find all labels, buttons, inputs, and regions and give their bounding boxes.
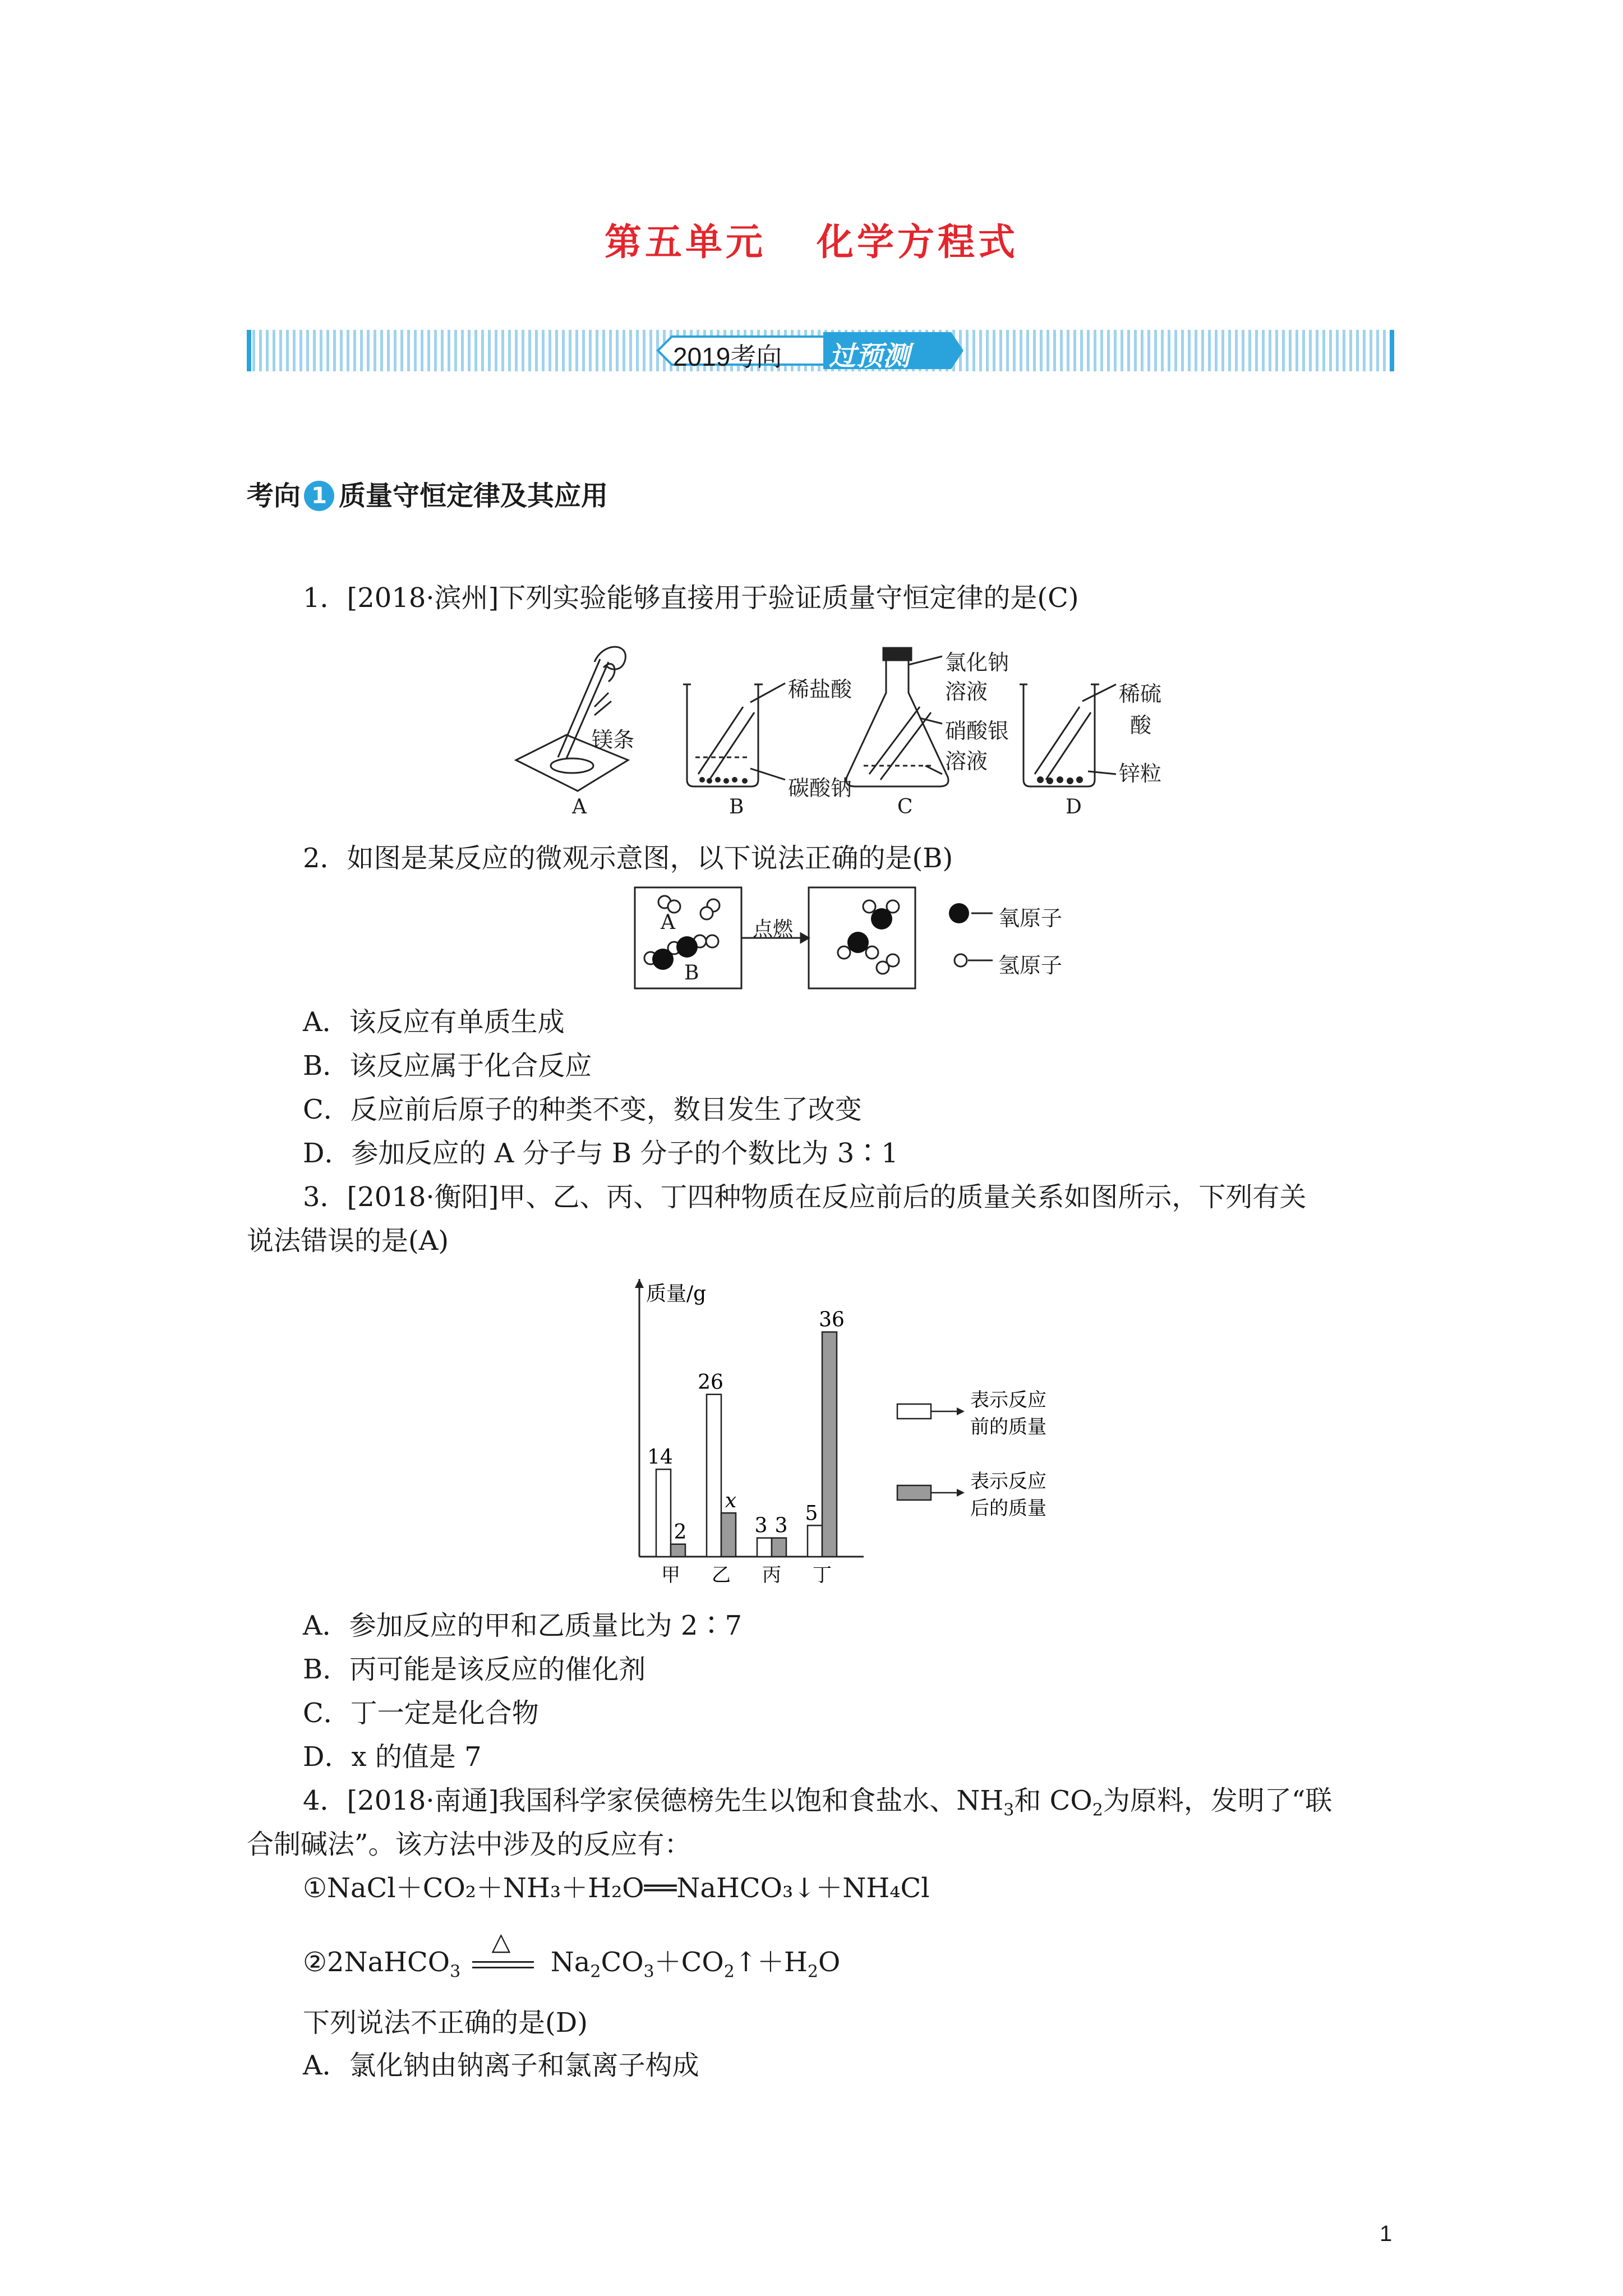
eq2-sub: 2 <box>723 1962 735 1982</box>
y-axis-label: 质量/g <box>646 1282 707 1305</box>
eq2-sub: 2 <box>590 1962 601 1982</box>
bar-before <box>757 1538 772 1557</box>
bar-after <box>822 1332 837 1557</box>
eq2-co2: ＋CO <box>654 1947 724 1978</box>
x-tick-label: 丙 <box>762 1564 781 1586</box>
q1-label-agno3-sol: 溶液 <box>945 749 988 774</box>
q3-stem-line2: 说法错误的是(A) <box>247 1225 449 1257</box>
q3-stem-line1: 3．[2018·衡阳]甲、乙、丙、丁四种物质在反应前后的质量关系如图所示，下列有关 <box>303 1181 1307 1213</box>
q4-option-a: A．氯化钠由钠离子和氯离子构成 <box>303 2050 699 2081</box>
bar-before <box>656 1469 671 1557</box>
eq2-h: ↑＋H <box>734 1947 808 1978</box>
q2-legend-hydrogen: 氢原子 <box>998 953 1063 978</box>
data-label: 14 <box>647 1446 673 1469</box>
q2-legend-oxygen: 氧原子 <box>998 906 1063 931</box>
banner-year: 2019考向 <box>673 342 782 371</box>
title-part-1: 第五单元 <box>605 220 766 264</box>
q1-label-nacl: 氯化钠 <box>945 650 1009 675</box>
legend-swatch-before <box>897 1404 931 1419</box>
q3-bar-chart <box>617 1268 1094 1593</box>
q3-option-d: D．x 的值是 7 <box>303 1741 482 1773</box>
data-label: 5 <box>805 1502 818 1525</box>
q4-stem-part-b: 和 CO <box>1014 1785 1092 1816</box>
heat-symbol: △ <box>491 1927 511 1956</box>
eq2-arrow <box>469 1927 542 1981</box>
q4-equation-1: ①NaCl＋CO₂＋NH₃＋H₂O══NaHCO₃↓＋NH₄Cl <box>303 1872 930 1904</box>
bar-after <box>772 1538 786 1557</box>
x-tick-label: 甲 <box>661 1564 680 1586</box>
banner-forecast: 过预测 <box>829 341 910 372</box>
q4-equation-2 <box>303 1927 841 1989</box>
q3-option-b: B．丙可能是该反应的催化剂 <box>303 1654 646 1685</box>
q1-stem: 1．[2018·滨州]下列实验能够直接用于验证质量守恒定律的是(C) <box>303 582 1079 614</box>
q1-label-agno3: 硝酸银 <box>945 719 1009 743</box>
legend-arrow-head <box>957 1407 965 1415</box>
section-prefix: 考向 <box>247 480 301 512</box>
eq2-o: O <box>818 1947 841 1978</box>
q1-label-h2so4: 稀硫 <box>1119 682 1162 706</box>
q2-label-b: B <box>684 961 699 984</box>
section-heading <box>247 479 608 514</box>
q1-label-magnesium: 镁条 <box>592 728 635 752</box>
section-banner <box>246 325 1395 376</box>
q3-option-a: A．参加反应的甲和乙质量比为 2∶7 <box>303 1610 743 1641</box>
bar-after <box>721 1513 736 1557</box>
legend-text: 表示反应 <box>970 1389 1046 1411</box>
eq2-sub: 3 <box>643 1962 654 1982</box>
q1-caption-d: D <box>1066 795 1082 818</box>
title-part-2: 化学方程式 <box>817 220 1018 264</box>
x-tick-label: 乙 <box>712 1564 731 1586</box>
section-title: 质量守恒定律及其应用 <box>339 480 608 512</box>
q4-stem-line1 <box>303 1784 1332 1828</box>
legend-arrow-head <box>957 1489 965 1497</box>
data-label: 3 <box>774 1514 788 1538</box>
q1-caption-c: C <box>897 795 913 818</box>
legend-text: 表示反应 <box>970 1470 1046 1493</box>
q1-caption-b: B <box>729 795 744 818</box>
eq2-reactant: ②2NaHCO <box>303 1947 450 1978</box>
bar-before <box>707 1395 721 1557</box>
q2-option-d: D．参加反应的 A 分子与 B 分子的个数比为 3∶1 <box>303 1138 898 1169</box>
q4-question: 下列说法不正确的是(D) <box>303 2007 588 2039</box>
q1-label-h2so4-2: 酸 <box>1130 713 1152 738</box>
legend-text: 前的质量 <box>970 1416 1046 1438</box>
legend-swatch-after <box>897 1485 931 1500</box>
section-number-badge: 1 <box>304 481 334 511</box>
x-tick-label: 丁 <box>813 1564 832 1586</box>
bar-before <box>808 1525 822 1557</box>
q4-stem-line2: 合制碱法”。该方法中涉及的反应有： <box>247 1829 691 1860</box>
q1-label-nacl-sol: 溶液 <box>945 679 988 704</box>
y-axis-arrow <box>635 1279 644 1288</box>
q4-sub: 3 <box>1003 1800 1015 1820</box>
eq2-sub: 2 <box>807 1962 819 1982</box>
eq2-sub: 3 <box>450 1962 461 1982</box>
q3-option-c: C．丁一定是化合物 <box>303 1697 539 1729</box>
page-title <box>0 212 1623 265</box>
data-label: x <box>725 1489 737 1513</box>
data-label: 36 <box>819 1308 845 1332</box>
page-number: 1 <box>1380 2221 1393 2246</box>
data-label: 26 <box>698 1370 723 1394</box>
data-label: 2 <box>674 1520 687 1544</box>
legend-text: 后的质量 <box>970 1497 1046 1520</box>
q1-label-zinc: 锌粒 <box>1119 761 1162 786</box>
eq2-co: CO <box>601 1947 644 1978</box>
bar-after <box>671 1544 685 1557</box>
q1-label-hcl: 稀盐酸 <box>788 677 852 702</box>
q2-arrow-label: 点燃 <box>753 918 794 941</box>
q2-option-b: B．该反应属于化合反应 <box>303 1050 592 1082</box>
q4-stem-part-a: 4．[2018·南通]我国科学家侯德榜先生以饱和食盐水、NH <box>303 1785 1004 1816</box>
q2-option-c: C．反应前后原子的种类不变，数目发生了改变 <box>303 1094 862 1125</box>
data-label: 3 <box>754 1514 768 1538</box>
q2-stem: 2．如图是某反应的微观示意图，以下说法正确的是(B) <box>303 843 953 874</box>
q4-sub: 2 <box>1092 1800 1103 1820</box>
q4-stem-part-c: 为原料，发明了“联 <box>1103 1785 1332 1816</box>
q1-label-na2co3: 碳酸钠 <box>788 776 852 800</box>
q2-label-a: A <box>661 911 675 934</box>
q2-option-a: A．该反应有单质生成 <box>303 1006 565 1038</box>
q1-caption-a: A <box>572 795 587 818</box>
eq2-na: Na <box>550 1947 591 1978</box>
